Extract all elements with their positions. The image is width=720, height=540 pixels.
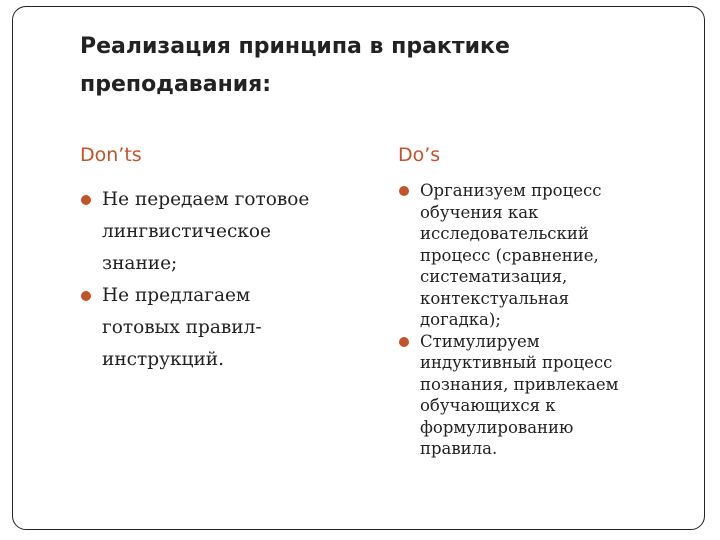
donts-heading: Don’ts [80, 144, 142, 166]
item-line: обучения как [420, 202, 539, 222]
item-line: контекстуальная [420, 288, 570, 308]
bullet-icon [399, 186, 409, 196]
item-line: Организуем процесс [420, 181, 602, 200]
item-line: догадка); [420, 310, 501, 329]
slide-title-line-2: преподавания: [80, 72, 272, 97]
item-line: обучающихся к [420, 396, 556, 415]
item-line: Не предлагаем [102, 285, 251, 306]
slide-title-line-1: Реализация принципа в практике [80, 34, 510, 59]
dos-heading: Do’s [398, 144, 441, 166]
item-line: познания, привлекаем [420, 374, 619, 394]
item-line: индуктивный процесс [420, 353, 613, 372]
item-line: формулированию [420, 417, 574, 437]
item-line: лингвистическое [102, 221, 271, 242]
item-line: готовых правил- [102, 317, 262, 338]
donts-list-item [80, 280, 380, 376]
item-line: Не передаем готовое [102, 189, 310, 210]
item-line: знание; [102, 253, 178, 274]
slide-title [80, 28, 640, 104]
item-line: инструкций. [102, 349, 224, 370]
bullet-icon [81, 291, 91, 301]
item-line: правила. [420, 439, 498, 458]
dos-list-item [398, 331, 688, 460]
item-line: процесс (сравнение, [420, 245, 599, 265]
dos-list-item [398, 180, 688, 331]
bullet-icon [81, 195, 91, 205]
item-line: Стимулируем [420, 331, 540, 351]
item-line: систематизация, [420, 267, 568, 286]
dos-list [398, 180, 688, 460]
donts-list [80, 184, 380, 376]
item-line: исследовательский [420, 224, 589, 243]
donts-list-item [80, 184, 380, 280]
bullet-icon [399, 337, 409, 347]
